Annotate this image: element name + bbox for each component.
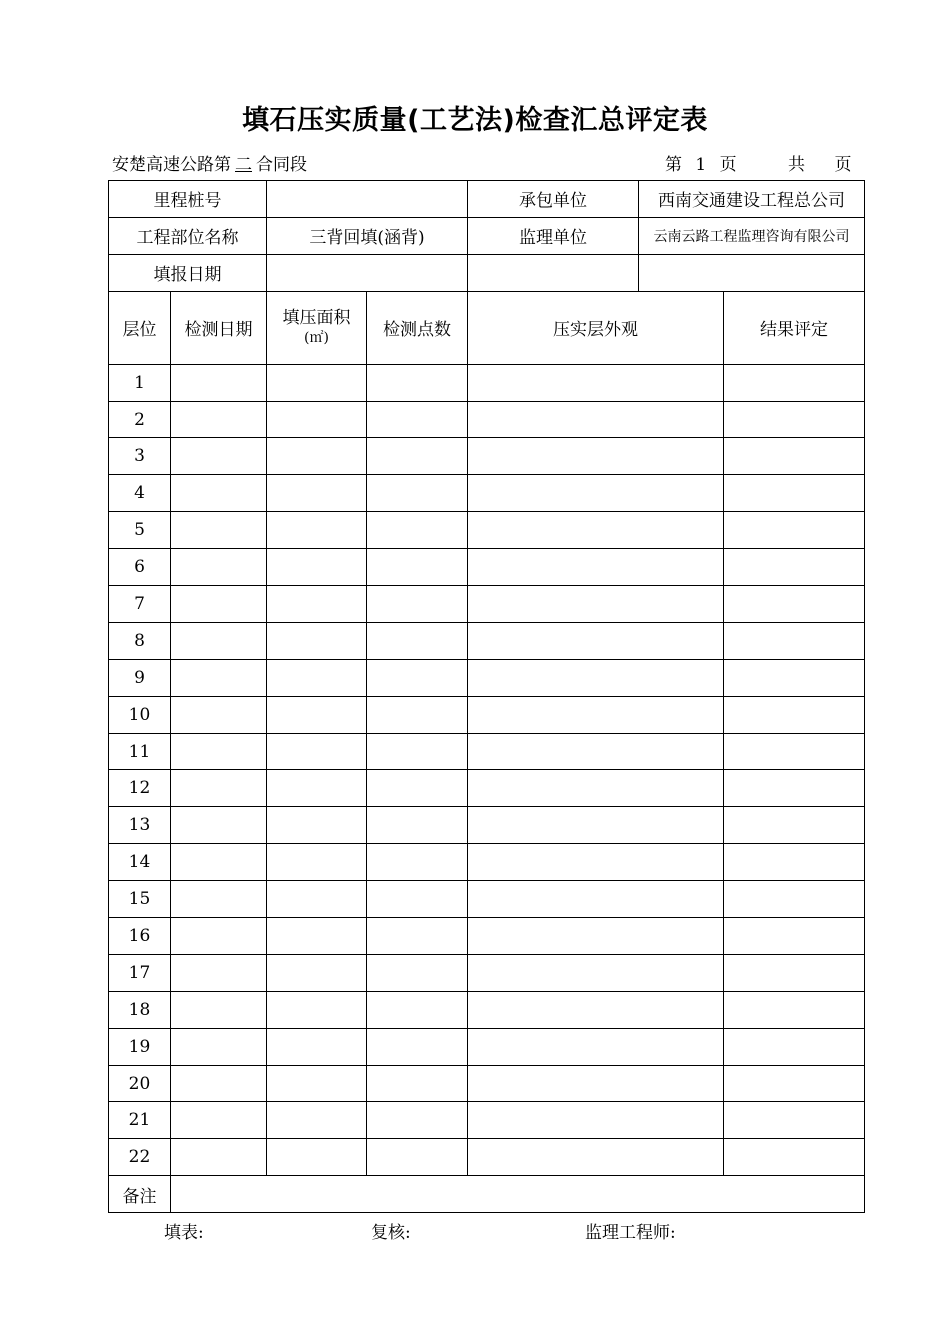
row-layer-number: 20 <box>109 1065 171 1102</box>
row-area[interactable] <box>267 512 367 549</box>
row-appearance[interactable] <box>468 364 724 401</box>
table-row <box>109 881 865 918</box>
row-test-date[interactable] <box>171 881 267 918</box>
row-points[interactable] <box>367 807 468 844</box>
row-area[interactable] <box>267 807 367 844</box>
row-appearance[interactable] <box>468 807 724 844</box>
row-layer-number: 21 <box>109 1102 171 1139</box>
part-value[interactable]: 三背回填(涵背) <box>267 217 468 254</box>
table-row <box>109 659 865 696</box>
row-points[interactable] <box>367 844 468 881</box>
total-prefix: 共 <box>788 155 806 175</box>
row-appearance[interactable] <box>468 622 724 659</box>
row-test-date[interactable] <box>171 1065 267 1102</box>
row-area[interactable] <box>267 401 367 438</box>
row-layer-number: 16 <box>109 918 171 955</box>
row-points[interactable] <box>367 659 468 696</box>
row-points[interactable] <box>367 586 468 623</box>
row-points[interactable] <box>367 733 468 770</box>
row-test-date[interactable] <box>171 1028 267 1065</box>
row-test-date[interactable] <box>171 364 267 401</box>
row-layer-number: 2 <box>109 401 171 438</box>
row-area[interactable] <box>267 1065 367 1102</box>
row-layer-number: 11 <box>109 733 171 770</box>
row-test-date[interactable] <box>171 844 267 881</box>
row-test-date[interactable] <box>171 438 267 475</box>
row-result[interactable] <box>724 954 865 991</box>
row-test-date[interactable] <box>171 696 267 733</box>
remarks-label: 备注 <box>109 1176 171 1213</box>
row-points[interactable] <box>367 438 468 475</box>
row-layer-number: 6 <box>109 549 171 586</box>
row-area[interactable] <box>267 991 367 1028</box>
table-row <box>109 364 865 401</box>
row-appearance[interactable] <box>468 1139 724 1176</box>
row-layer-number: 18 <box>109 991 171 1028</box>
row-test-date[interactable] <box>171 954 267 991</box>
row-result[interactable] <box>724 438 865 475</box>
supervisor-label: 监理单位 <box>468 217 639 254</box>
table-row <box>109 733 865 770</box>
row-appearance[interactable] <box>468 475 724 512</box>
row-appearance[interactable] <box>468 954 724 991</box>
row-appearance[interactable] <box>468 1065 724 1102</box>
row-appearance[interactable] <box>468 1102 724 1139</box>
row-result[interactable] <box>724 1065 865 1102</box>
row-result[interactable] <box>724 401 865 438</box>
row-points[interactable] <box>367 401 468 438</box>
row-test-date[interactable] <box>171 401 267 438</box>
row-layer-number: 14 <box>109 844 171 881</box>
table-row <box>109 770 865 807</box>
mileage-value[interactable] <box>267 181 468 218</box>
row-points[interactable] <box>367 918 468 955</box>
row-test-date[interactable] <box>171 918 267 955</box>
row-test-date[interactable] <box>171 512 267 549</box>
row-result[interactable] <box>724 807 865 844</box>
date-blank-2[interactable] <box>639 254 865 291</box>
page-number: 1 <box>695 155 707 175</box>
row-appearance[interactable] <box>468 438 724 475</box>
supervisor-value[interactable]: 云南云路工程监理咨询有限公司 <box>639 217 865 254</box>
row-area[interactable] <box>267 770 367 807</box>
row-test-date[interactable] <box>171 586 267 623</box>
table-row <box>109 475 865 512</box>
table-row <box>109 991 865 1028</box>
row-area[interactable] <box>267 881 367 918</box>
table-row <box>109 954 865 991</box>
row-appearance[interactable] <box>468 696 724 733</box>
row-points[interactable] <box>367 696 468 733</box>
row-test-date[interactable] <box>171 1102 267 1139</box>
row-points[interactable] <box>367 1102 468 1139</box>
row-layer-number: 19 <box>109 1028 171 1065</box>
table-row <box>109 1102 865 1139</box>
row-result[interactable] <box>724 991 865 1028</box>
row-layer-number: 8 <box>109 622 171 659</box>
row-test-date[interactable] <box>171 733 267 770</box>
row-result[interactable] <box>724 1139 865 1176</box>
row-test-date[interactable] <box>171 807 267 844</box>
row-points[interactable] <box>367 475 468 512</box>
row-points[interactable] <box>367 512 468 549</box>
row-result[interactable] <box>724 696 865 733</box>
row-points[interactable] <box>367 1028 468 1065</box>
row-area[interactable] <box>267 733 367 770</box>
row-area[interactable] <box>267 364 367 401</box>
table-row <box>109 1139 865 1176</box>
table-row <box>109 401 865 438</box>
reviewed-by: 复核: <box>371 1223 411 1243</box>
row-layer-number: 1 <box>109 364 171 401</box>
row-area[interactable] <box>267 622 367 659</box>
row-layer-number: 3 <box>109 438 171 475</box>
date-value[interactable] <box>267 254 468 291</box>
row-result[interactable] <box>724 918 865 955</box>
date-label: 填报日期 <box>109 254 267 291</box>
row-result[interactable] <box>724 586 865 623</box>
total-suffix: 页 <box>834 155 852 175</box>
row-appearance[interactable] <box>468 918 724 955</box>
row-result[interactable] <box>724 770 865 807</box>
row-points[interactable] <box>367 991 468 1028</box>
row-layer-number: 15 <box>109 881 171 918</box>
part-label: 工程部位名称 <box>109 217 267 254</box>
document-title: 填石压实质量(工艺法)检查汇总评定表 <box>242 105 708 136</box>
row-result[interactable] <box>724 364 865 401</box>
row-test-date[interactable] <box>171 622 267 659</box>
road-suffix: 合同段 <box>256 155 307 175</box>
table-row <box>109 438 865 475</box>
row-appearance[interactable] <box>468 733 724 770</box>
mileage-label: 里程桩号 <box>109 181 267 218</box>
col-area-line1: 填压面积 <box>282 307 351 328</box>
contractor-value[interactable]: 西南交通建设工程总公司 <box>639 181 865 218</box>
contractor-label: 承包单位 <box>468 181 639 218</box>
table-row <box>109 622 865 659</box>
row-points[interactable] <box>367 1065 468 1102</box>
row-appearance[interactable] <box>468 549 724 586</box>
row-result[interactable] <box>724 549 865 586</box>
row-result[interactable] <box>724 622 865 659</box>
table-row <box>109 918 865 955</box>
col-result: 结果评定 <box>724 291 865 364</box>
col-appearance: 压实层外观 <box>468 291 724 364</box>
row-test-date[interactable] <box>171 549 267 586</box>
row-layer-number: 7 <box>109 586 171 623</box>
page-prefix: 第 <box>665 155 682 175</box>
row-appearance[interactable] <box>468 844 724 881</box>
table-row <box>109 1065 865 1102</box>
table-row <box>109 586 865 623</box>
row-layer-number: 9 <box>109 659 171 696</box>
row-result[interactable] <box>724 1028 865 1065</box>
table-row <box>109 549 865 586</box>
column-header-row <box>109 291 865 364</box>
row-result[interactable] <box>724 659 865 696</box>
row-test-date[interactable] <box>171 475 267 512</box>
row-points[interactable] <box>367 622 468 659</box>
row-area[interactable] <box>267 1028 367 1065</box>
row-area[interactable] <box>267 696 367 733</box>
row-result[interactable] <box>724 475 865 512</box>
row-test-date[interactable] <box>171 770 267 807</box>
road-prefix: 安楚高速公路第 <box>112 155 231 175</box>
col-layer: 层位 <box>109 291 171 364</box>
table-row <box>109 512 865 549</box>
row-appearance[interactable] <box>468 401 724 438</box>
row-points[interactable] <box>367 549 468 586</box>
col-test-date: 检测日期 <box>171 291 267 364</box>
row-area[interactable] <box>267 954 367 991</box>
row-layer-number: 10 <box>109 696 171 733</box>
row-result[interactable] <box>724 844 865 881</box>
row-points[interactable] <box>367 881 468 918</box>
row-points[interactable] <box>367 770 468 807</box>
row-layer-number: 5 <box>109 512 171 549</box>
remarks-row <box>109 1176 865 1213</box>
row-area[interactable] <box>267 438 367 475</box>
row-test-date[interactable] <box>171 659 267 696</box>
info-row-mileage <box>109 181 865 218</box>
row-layer-number: 22 <box>109 1139 171 1176</box>
row-area[interactable] <box>267 659 367 696</box>
col-points: 检测点数 <box>367 291 468 364</box>
row-points[interactable] <box>367 364 468 401</box>
contract-section <box>112 150 307 175</box>
remarks-value[interactable] <box>171 1176 865 1213</box>
date-blank-1[interactable] <box>468 254 639 291</box>
table-row <box>109 696 865 733</box>
engineer-sign: 监理工程师: <box>585 1223 676 1243</box>
row-area[interactable] <box>267 475 367 512</box>
data-rows <box>109 364 865 1176</box>
col-area-unit: (㎡) <box>304 329 329 346</box>
row-result[interactable] <box>724 881 865 918</box>
row-layer-number: 17 <box>109 954 171 991</box>
row-layer-number: 12 <box>109 770 171 807</box>
page-suffix: 页 <box>719 155 737 175</box>
section-number: 二 <box>235 155 252 175</box>
row-points[interactable] <box>367 1139 468 1176</box>
table-row <box>109 844 865 881</box>
row-points[interactable] <box>367 954 468 991</box>
row-appearance[interactable] <box>468 659 724 696</box>
row-appearance[interactable] <box>468 1028 724 1065</box>
row-result[interactable] <box>724 733 865 770</box>
filled-by: 填表: <box>164 1223 204 1243</box>
row-area[interactable] <box>267 549 367 586</box>
row-layer-number: 13 <box>109 807 171 844</box>
row-result[interactable] <box>724 1102 865 1139</box>
row-test-date[interactable] <box>171 991 267 1028</box>
inspection-table <box>108 180 865 1213</box>
row-test-date[interactable] <box>171 1139 267 1176</box>
row-appearance[interactable] <box>468 881 724 918</box>
row-area[interactable] <box>267 586 367 623</box>
row-area[interactable] <box>267 1139 367 1176</box>
row-area[interactable] <box>267 918 367 955</box>
row-area[interactable] <box>267 844 367 881</box>
page-indicator <box>665 150 851 175</box>
row-appearance[interactable] <box>468 770 724 807</box>
table-row <box>109 807 865 844</box>
info-row-date <box>109 254 865 291</box>
row-appearance[interactable] <box>468 586 724 623</box>
info-row-part <box>109 217 865 254</box>
row-result[interactable] <box>724 512 865 549</box>
row-layer-number: 4 <box>109 475 171 512</box>
row-area[interactable] <box>267 1102 367 1139</box>
row-appearance[interactable] <box>468 991 724 1028</box>
table-row <box>109 1028 865 1065</box>
col-area <box>267 291 367 364</box>
row-appearance[interactable] <box>468 512 724 549</box>
